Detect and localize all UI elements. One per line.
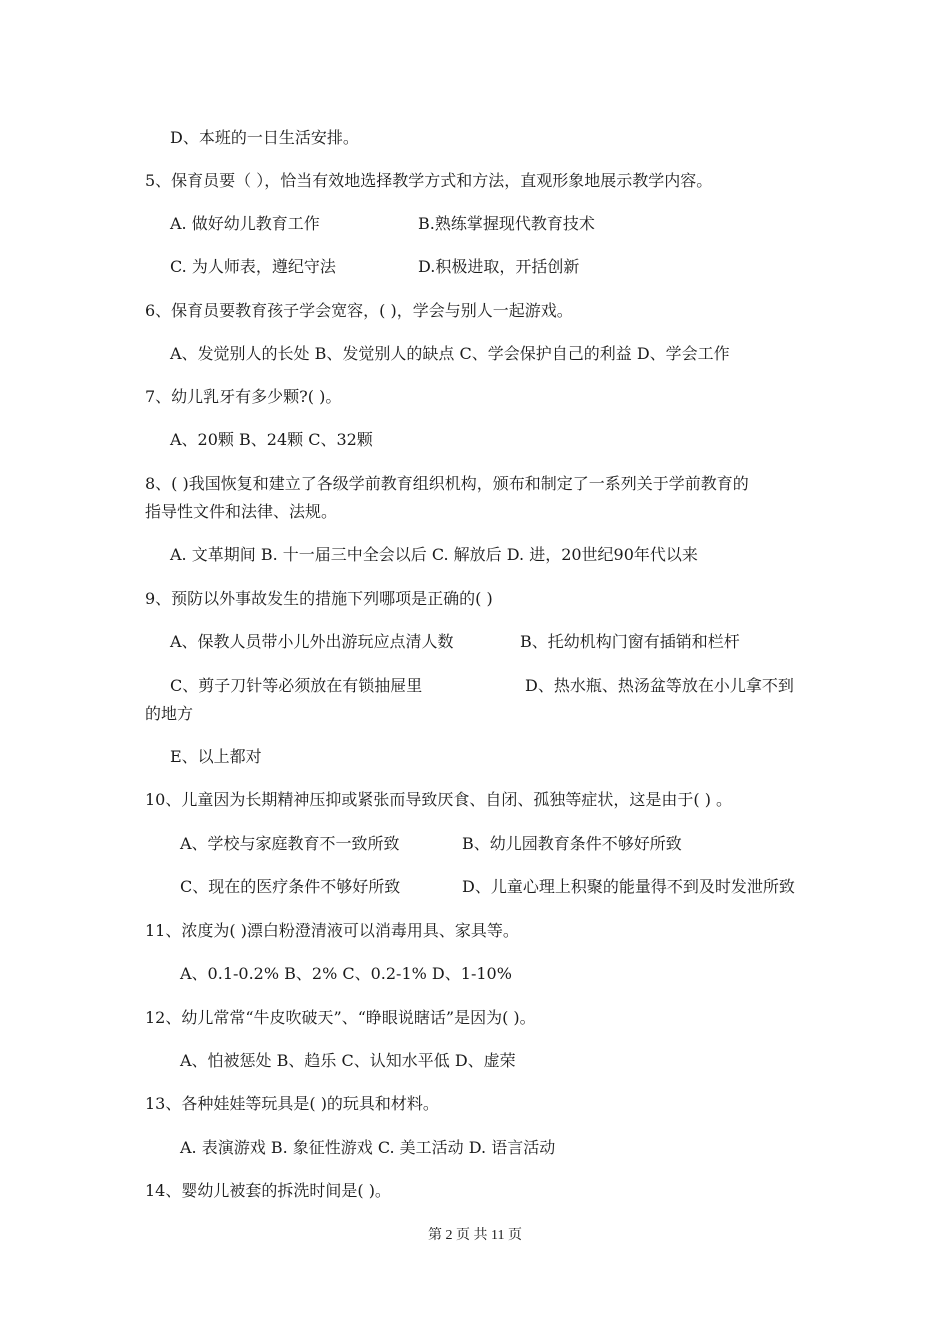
q9-option-d-line1: D、热水瓶、热汤盆等放在小儿拿不到 xyxy=(525,676,794,695)
q7-options: A、20颗 B、24颗 C、32颗 xyxy=(170,430,373,449)
q13-options: A. 表演游戏 B. 象征性游戏 C. 美工活动 D. 语言活动 xyxy=(180,1138,556,1157)
q9-option-a: A、保教人员带小儿外出游玩应点清人数 xyxy=(170,632,454,651)
q9-option-c: C、剪子刀针等必须放在有锁抽屉里 xyxy=(170,676,423,695)
q5-stem: 5、保育员要（ ），恰当有效地选择教学方式和方法，直观形象地展示教学内容。 xyxy=(145,171,713,190)
q8-options: A. 文革期间 B. 十一届三中全会以后 C. 解放后 D. 进，20世纪90年代以来 xyxy=(170,545,698,564)
q10-option-c: C、现在的医疗条件不够好所致 xyxy=(180,877,401,896)
q9-stem: 9、预防以外事故发生的措施下列哪项是正确的( ) xyxy=(145,589,493,608)
q11-options: A、0.1-0.2% B、2% C、0.2-1% D、1-10% xyxy=(180,964,512,983)
q10-option-d: D、儿童心理上积聚的能量得不到及时发泄所致 xyxy=(462,877,795,896)
q9-option-e: E、以上都对 xyxy=(170,747,262,766)
q8-stem-line2: 指导性文件和法律、法规。 xyxy=(145,502,338,521)
q12-options: A、怕被惩处 B、趋乐 C、认知水平低 D、虚荣 xyxy=(180,1051,516,1070)
q10-option-b: B、幼儿园教育条件不够好所致 xyxy=(462,834,682,853)
q5-option-c: C. 为人师表，遵纪守法 xyxy=(170,257,336,276)
q12-stem: 12、幼儿常常“牛皮吹破天”、“睁眼说瞎话”是因为( )。 xyxy=(145,1008,536,1027)
q5-option-b: B.熟练掌握现代教育技术 xyxy=(418,214,595,233)
q14-stem: 14、婴幼儿被套的拆洗时间是( )。 xyxy=(145,1181,391,1200)
q9-option-b: B、托幼机构门窗有插销和栏杆 xyxy=(520,632,740,651)
q4-option-d: D、本班的一日生活安排。 xyxy=(170,128,359,147)
q5-option-a: A. 做好幼儿教育工作 xyxy=(170,214,320,233)
q10-option-a: A、学校与家庭教育不一致所致 xyxy=(180,834,400,853)
q6-stem: 6、保育员要教育孩子学会宽容，( )，学会与别人一起游戏。 xyxy=(145,301,573,320)
q9-option-d-line2: 的地方 xyxy=(145,704,194,723)
page-number: 第 2 页 共 11 页 xyxy=(428,1228,522,1243)
q8-stem-line1: 8、( )我国恢复和建立了各级学前教育组织机构，颁布和制定了一系列关于学前教育的 xyxy=(145,474,749,493)
q5-option-d: D.积极进取，开括创新 xyxy=(418,257,580,276)
q13-stem: 13、各种娃娃等玩具是( )的玩具和材料。 xyxy=(145,1094,439,1113)
q11-stem: 11、浓度为( )漂白粉澄清液可以消毒用具、家具等。 xyxy=(145,921,519,940)
q6-options: A、发觉别人的长处 B、发觉别人的缺点 C、学会保护自己的利益 D、学会工作 xyxy=(170,344,730,363)
q7-stem: 7、幼儿乳牙有多少颗?( )。 xyxy=(145,387,342,406)
q10-stem: 10、儿童因为长期精神压抑或紧张而导致厌食、自闭、孤独等症状，这是由于( ) 。 xyxy=(145,790,733,809)
